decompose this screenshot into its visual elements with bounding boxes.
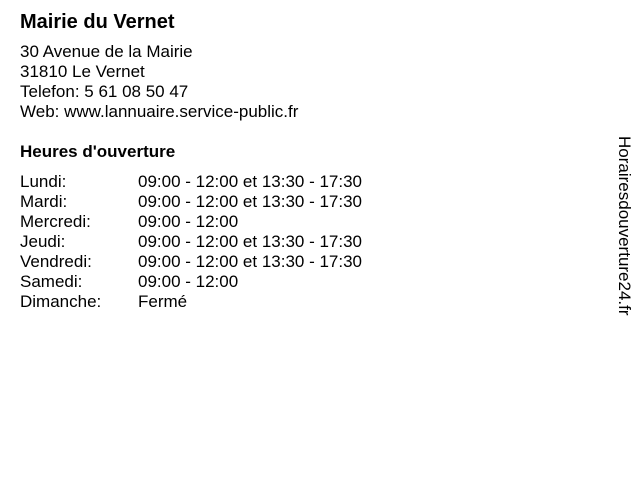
hours-heading: Heures d'ouverture	[20, 142, 176, 161]
day-label: Lundi:	[20, 172, 67, 191]
hours-row-lundi	[20, 172, 600, 192]
hours-row-vendredi	[20, 252, 600, 272]
hours-row-samedi	[20, 272, 600, 292]
day-label: Vendredi:	[20, 252, 92, 271]
day-times: 09:00 - 12:00	[138, 212, 239, 231]
address-street: 30 Avenue de la Mairie	[20, 42, 193, 61]
hours-table	[20, 172, 600, 312]
address-city: 31810 Le Vernet	[20, 62, 145, 81]
address-block	[20, 42, 600, 122]
place-title: Mairie du Vernet	[20, 11, 175, 33]
place-card	[20, 10, 600, 312]
site-brand-vertical: Horairesdouverture24.fr	[615, 136, 634, 316]
day-label: Jeudi:	[20, 232, 66, 251]
hours-row-mardi	[20, 192, 600, 212]
day-times: 09:00 - 12:00 et 13:30 - 17:30	[138, 232, 363, 251]
web-line: Web: www.lannuaire.service-public.fr	[20, 102, 299, 121]
hours-row-jeudi	[20, 232, 600, 252]
day-times: 09:00 - 12:00 et 13:30 - 17:30	[138, 252, 363, 271]
day-label: Samedi:	[20, 272, 83, 291]
day-label: Mercredi:	[20, 212, 91, 231]
day-times: 09:00 - 12:00 et 13:30 - 17:30	[138, 172, 363, 191]
day-label: Mardi:	[20, 192, 68, 211]
day-times: 09:00 - 12:00	[138, 272, 239, 291]
hours-row-dimanche	[20, 292, 600, 312]
day-label: Dimanche:	[20, 292, 102, 311]
hours-row-mercredi	[20, 212, 600, 232]
phone-line: Telefon: 5 61 08 50 47	[20, 82, 189, 101]
day-times: Fermé	[138, 292, 188, 311]
day-times: 09:00 - 12:00 et 13:30 - 17:30	[138, 192, 363, 211]
